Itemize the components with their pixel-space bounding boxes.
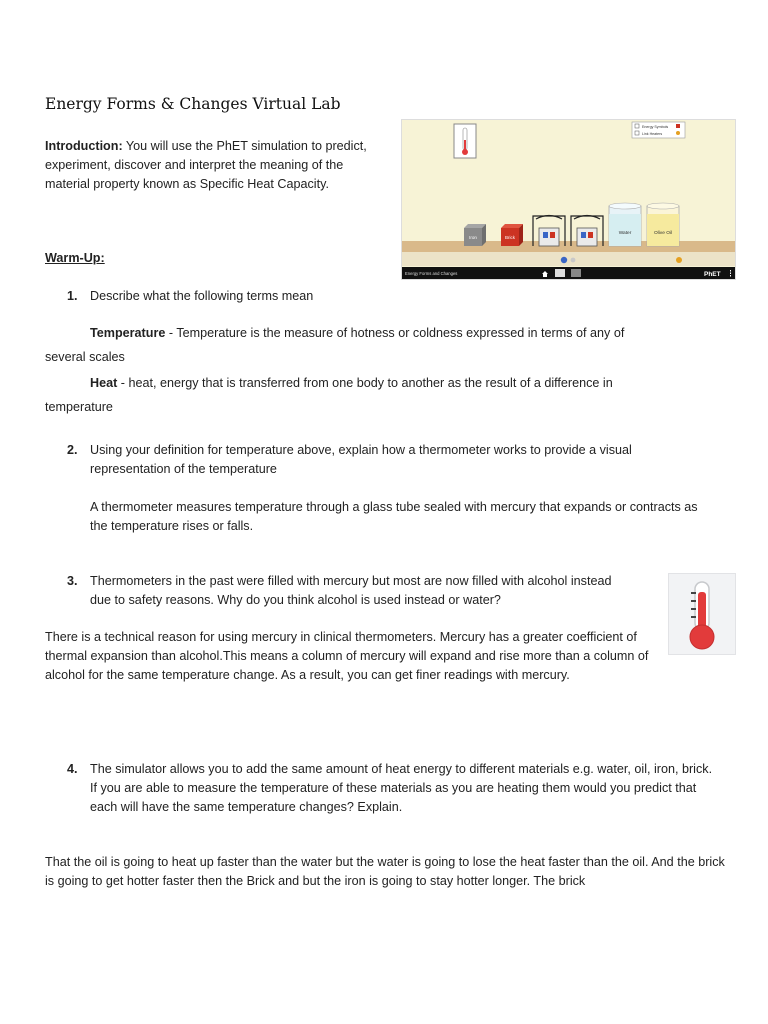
oil-label: Olive Oil [653,231,673,236]
simulation-illustration [402,120,735,279]
warmup-heading: Warm-Up: [45,251,105,265]
sim-checkbox-1: Energy Symbols [642,125,669,129]
intro-label: Introduction: [45,139,123,153]
q4-text: The simulator allows you to add the same amount of heat energy to different materials e.g. water, oil, iron, brick. If you are able to measure the temperature of these materials as you are heating them would you predict that each will have the same temperature changes? Explain. [90,762,713,814]
q1-text: Describe what the following terms mean [90,289,314,303]
heat-term: Heat [90,376,118,390]
sim-iron-block [464,224,486,246]
sim-footer-title: Energy Forms and Changes [405,271,458,276]
brick-label: Brick [505,235,515,240]
q3-number: 3. [67,574,78,588]
q2-answer: A thermometer measures temperature through a glass tube sealed with mercury that expands or contracts as the temperature rises or falls. [90,500,698,533]
sim-reset-button [676,257,682,263]
introduction [45,137,390,194]
q2-text: Using your definition for temperature above, explain how a thermometer works to provide a visual representation of the temperature [90,443,632,476]
q3-answer [45,628,665,685]
phet-logo: PhET [704,271,721,278]
water-label: Water [618,231,632,236]
q3-text: Thermometers in the past were filled with mercury but most are now filled with alcohol instead due to safety reasons. Why do you think alcohol is used instead or water? [90,574,612,607]
q1-number: 1. [67,289,78,303]
sim-play-button [561,257,567,263]
iron-label: Iron [469,235,477,240]
sim-brick-block [501,224,523,246]
sim-oil-beaker [647,203,679,246]
intro-text: You will use the PhET simulation to predict, experiment, discover and interpret the meaning of the material property known as Specific Heat Capacity. [45,139,367,191]
sim-control-panel [632,122,685,138]
q3-answer-text: There is a technical reason for using mercury in clinical thermometers. Mercury has a greater coefficient of thermal expansion than alcohol.This means a column of mercury will expand and rise more than a column of alcohol for the same temperature change. As a result, you can get finer readings with mercury. [45,630,649,682]
temperature-definition [90,324,730,343]
q2-number: 2. [67,443,78,457]
thermometer-icon [669,574,735,654]
q4-number: 4. [67,762,78,776]
temperature-term: Temperature [90,326,166,340]
sim-water-beaker [609,203,641,246]
sim-shelf [402,241,735,252]
page-title: Energy Forms & Changes Virtual Lab [45,95,341,113]
thermometer-image [668,573,736,655]
sim-checkbox-2: Link Heaters [642,132,663,136]
temperature-def-cont: several scales [45,350,125,364]
phet-simulation-screenshot [401,119,736,280]
heat-def: - heat, energy that is transferred from one body to another as the result of a difference in [117,376,613,390]
q4-answer: That the oil is going to heat up faster than the water but the water is going to lose the heat faster than the oil. And the brick is going to get hotter faster then the Brick and but the iron is going to stay hotter longer. The brick [45,855,725,888]
sim-thermometer-icon [454,124,476,158]
heat-def-cont: temperature [45,400,113,414]
heat-definition [90,374,730,393]
temperature-def: - Temperature is the measure of hotness or coldness expressed in terms of any of [165,326,625,340]
